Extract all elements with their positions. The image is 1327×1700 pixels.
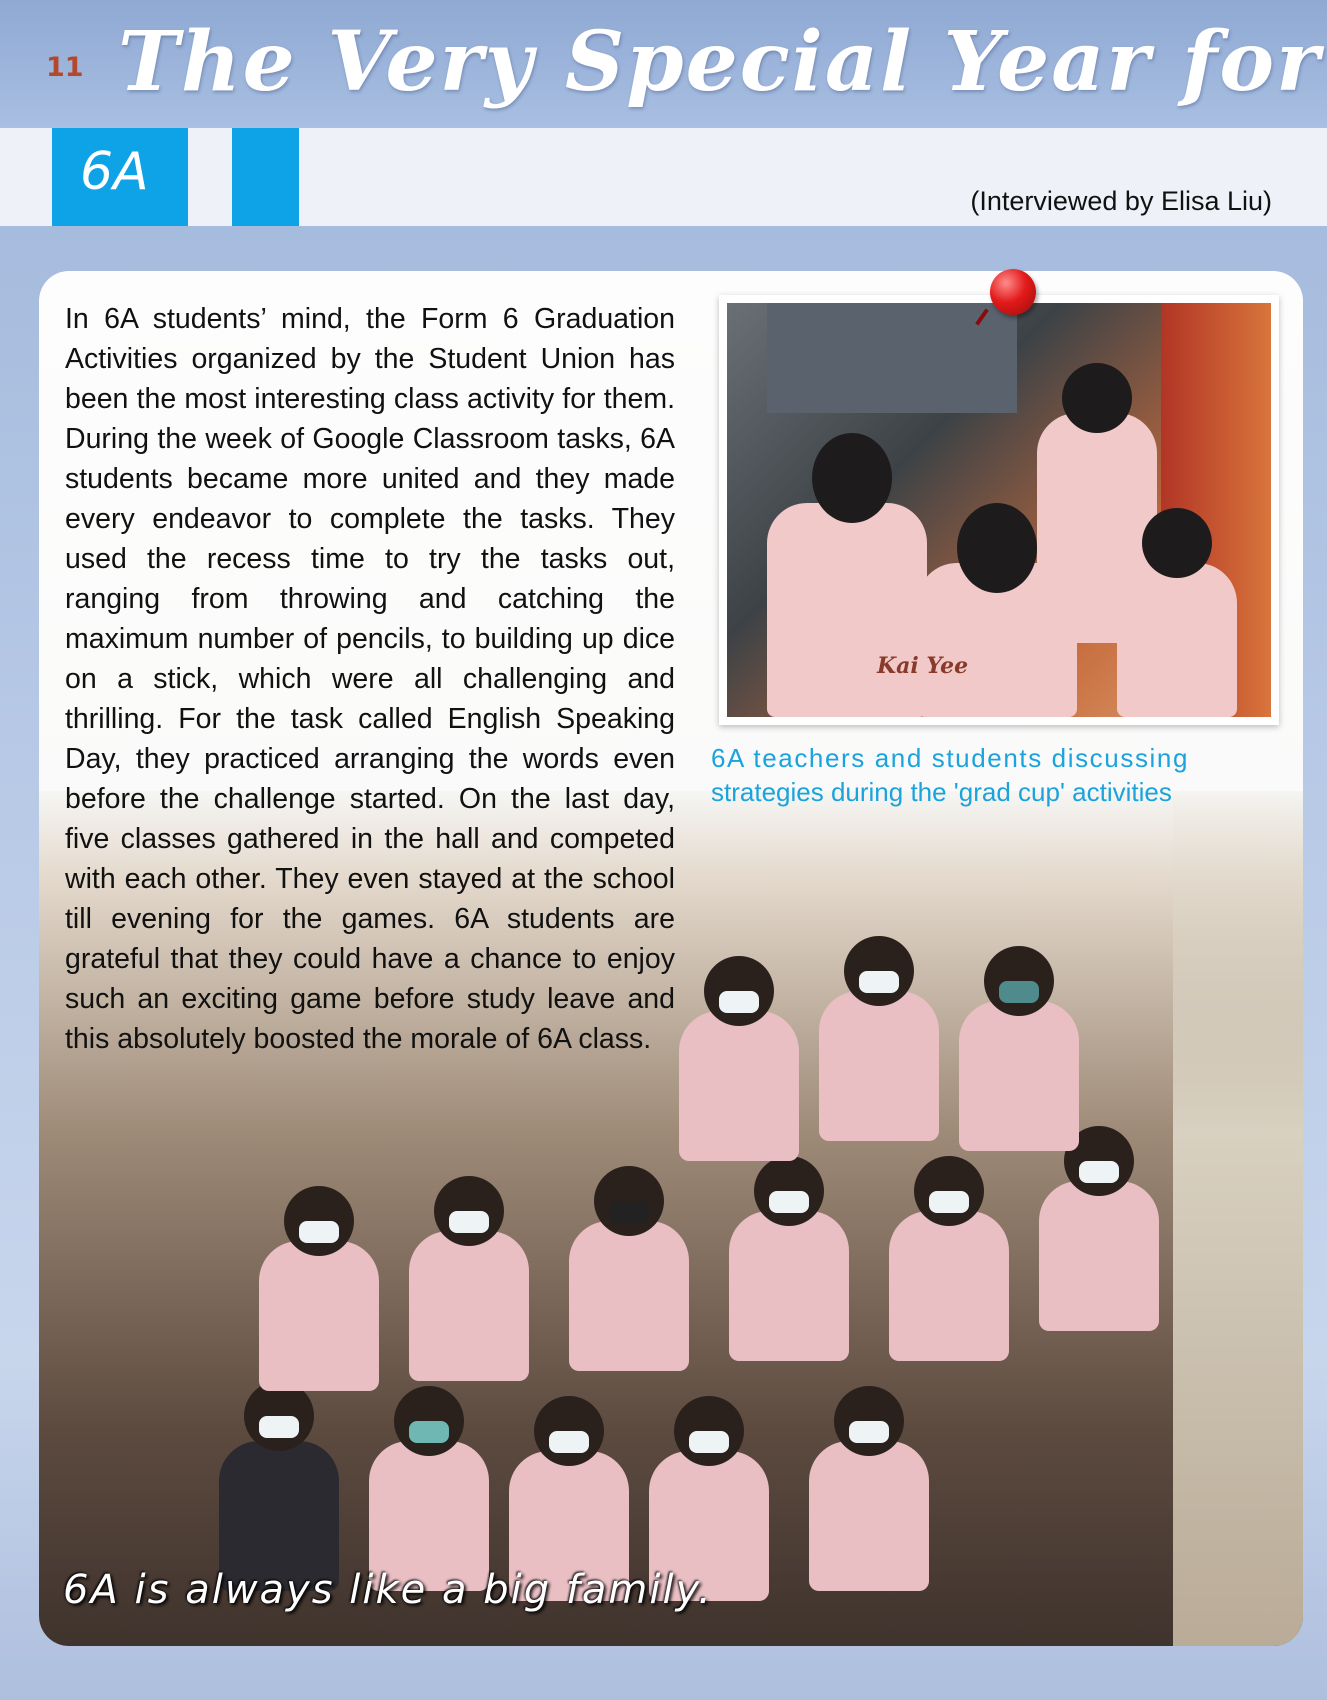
person-shirt	[729, 1211, 849, 1361]
face-mask	[449, 1211, 489, 1233]
group-photo-caption: 6A is always like a big family.	[63, 1567, 713, 1613]
face-mask	[259, 1416, 299, 1438]
page-number: 11	[46, 52, 84, 83]
pushpin-icon	[990, 269, 1036, 315]
shirt-name-text: Kai Yee	[877, 653, 969, 679]
person-shirt	[259, 1241, 379, 1391]
person-shirt	[679, 1011, 799, 1161]
person-shirt	[819, 991, 939, 1141]
person-shirt	[959, 1001, 1079, 1151]
student-head	[1062, 363, 1132, 433]
caption-line-1: 6A teachers and students discussing	[711, 743, 1190, 773]
face-mask	[689, 1431, 729, 1453]
activity-photo	[727, 303, 1271, 717]
face-mask	[549, 1431, 589, 1453]
page-title: The Very Special Year for	[118, 14, 1322, 110]
person-shirt	[889, 1211, 1009, 1361]
interviewer-credit: (Interviewed by Elisa Liu)	[970, 186, 1272, 216]
face-mask	[999, 981, 1039, 1003]
face-mask	[929, 1191, 969, 1213]
person-shirt	[1039, 1181, 1159, 1331]
face-mask	[1079, 1161, 1119, 1183]
face-mask	[609, 1201, 649, 1223]
article-body: In 6A students’ mind, the Form 6 Graduation Activities organized by the Student Union has been the most interesting class activity for them. During the week of Google Classroom tasks, 6A students became more united and they made every endeavor to complete the tasks. They used the recess time to try the tasks out, ranging from throwing and catching the maximum number of pencils, to building up dice on a stick, which were all challenging and thrilling. For the task called English Speaking Day, they practiced arranging the words even before the challenge started. On the last day, five classes gathered in the hall and competed with each other. They even stayed at the school till evening for the games. 6A students are grateful that they could have a chance to enjoy such an exciting game before study leave and this absolutely boosted the morale of 6A class.	[65, 303, 675, 1055]
caption-line-2: strategies during the 'grad cup' activities	[711, 777, 1172, 807]
student-head	[957, 503, 1037, 593]
face-mask	[769, 1191, 809, 1213]
class-tab-label: 6A	[80, 142, 149, 202]
face-mask	[849, 1421, 889, 1443]
student-figure	[767, 503, 927, 717]
person-shirt	[409, 1231, 529, 1381]
student-figure	[1117, 563, 1237, 717]
student-head	[812, 433, 892, 523]
activity-photo-frame	[719, 295, 1279, 725]
face-mask	[299, 1221, 339, 1243]
person-shirt	[809, 1441, 929, 1591]
class-tab	[52, 128, 188, 226]
person-shirt	[569, 1221, 689, 1371]
face-mask	[719, 991, 759, 1013]
decorative-blue-block	[232, 128, 299, 226]
article-card	[39, 271, 1303, 1646]
activity-photo-caption	[711, 741, 1303, 809]
face-mask	[859, 971, 899, 993]
student-head	[1142, 508, 1212, 578]
face-mask	[409, 1421, 449, 1443]
